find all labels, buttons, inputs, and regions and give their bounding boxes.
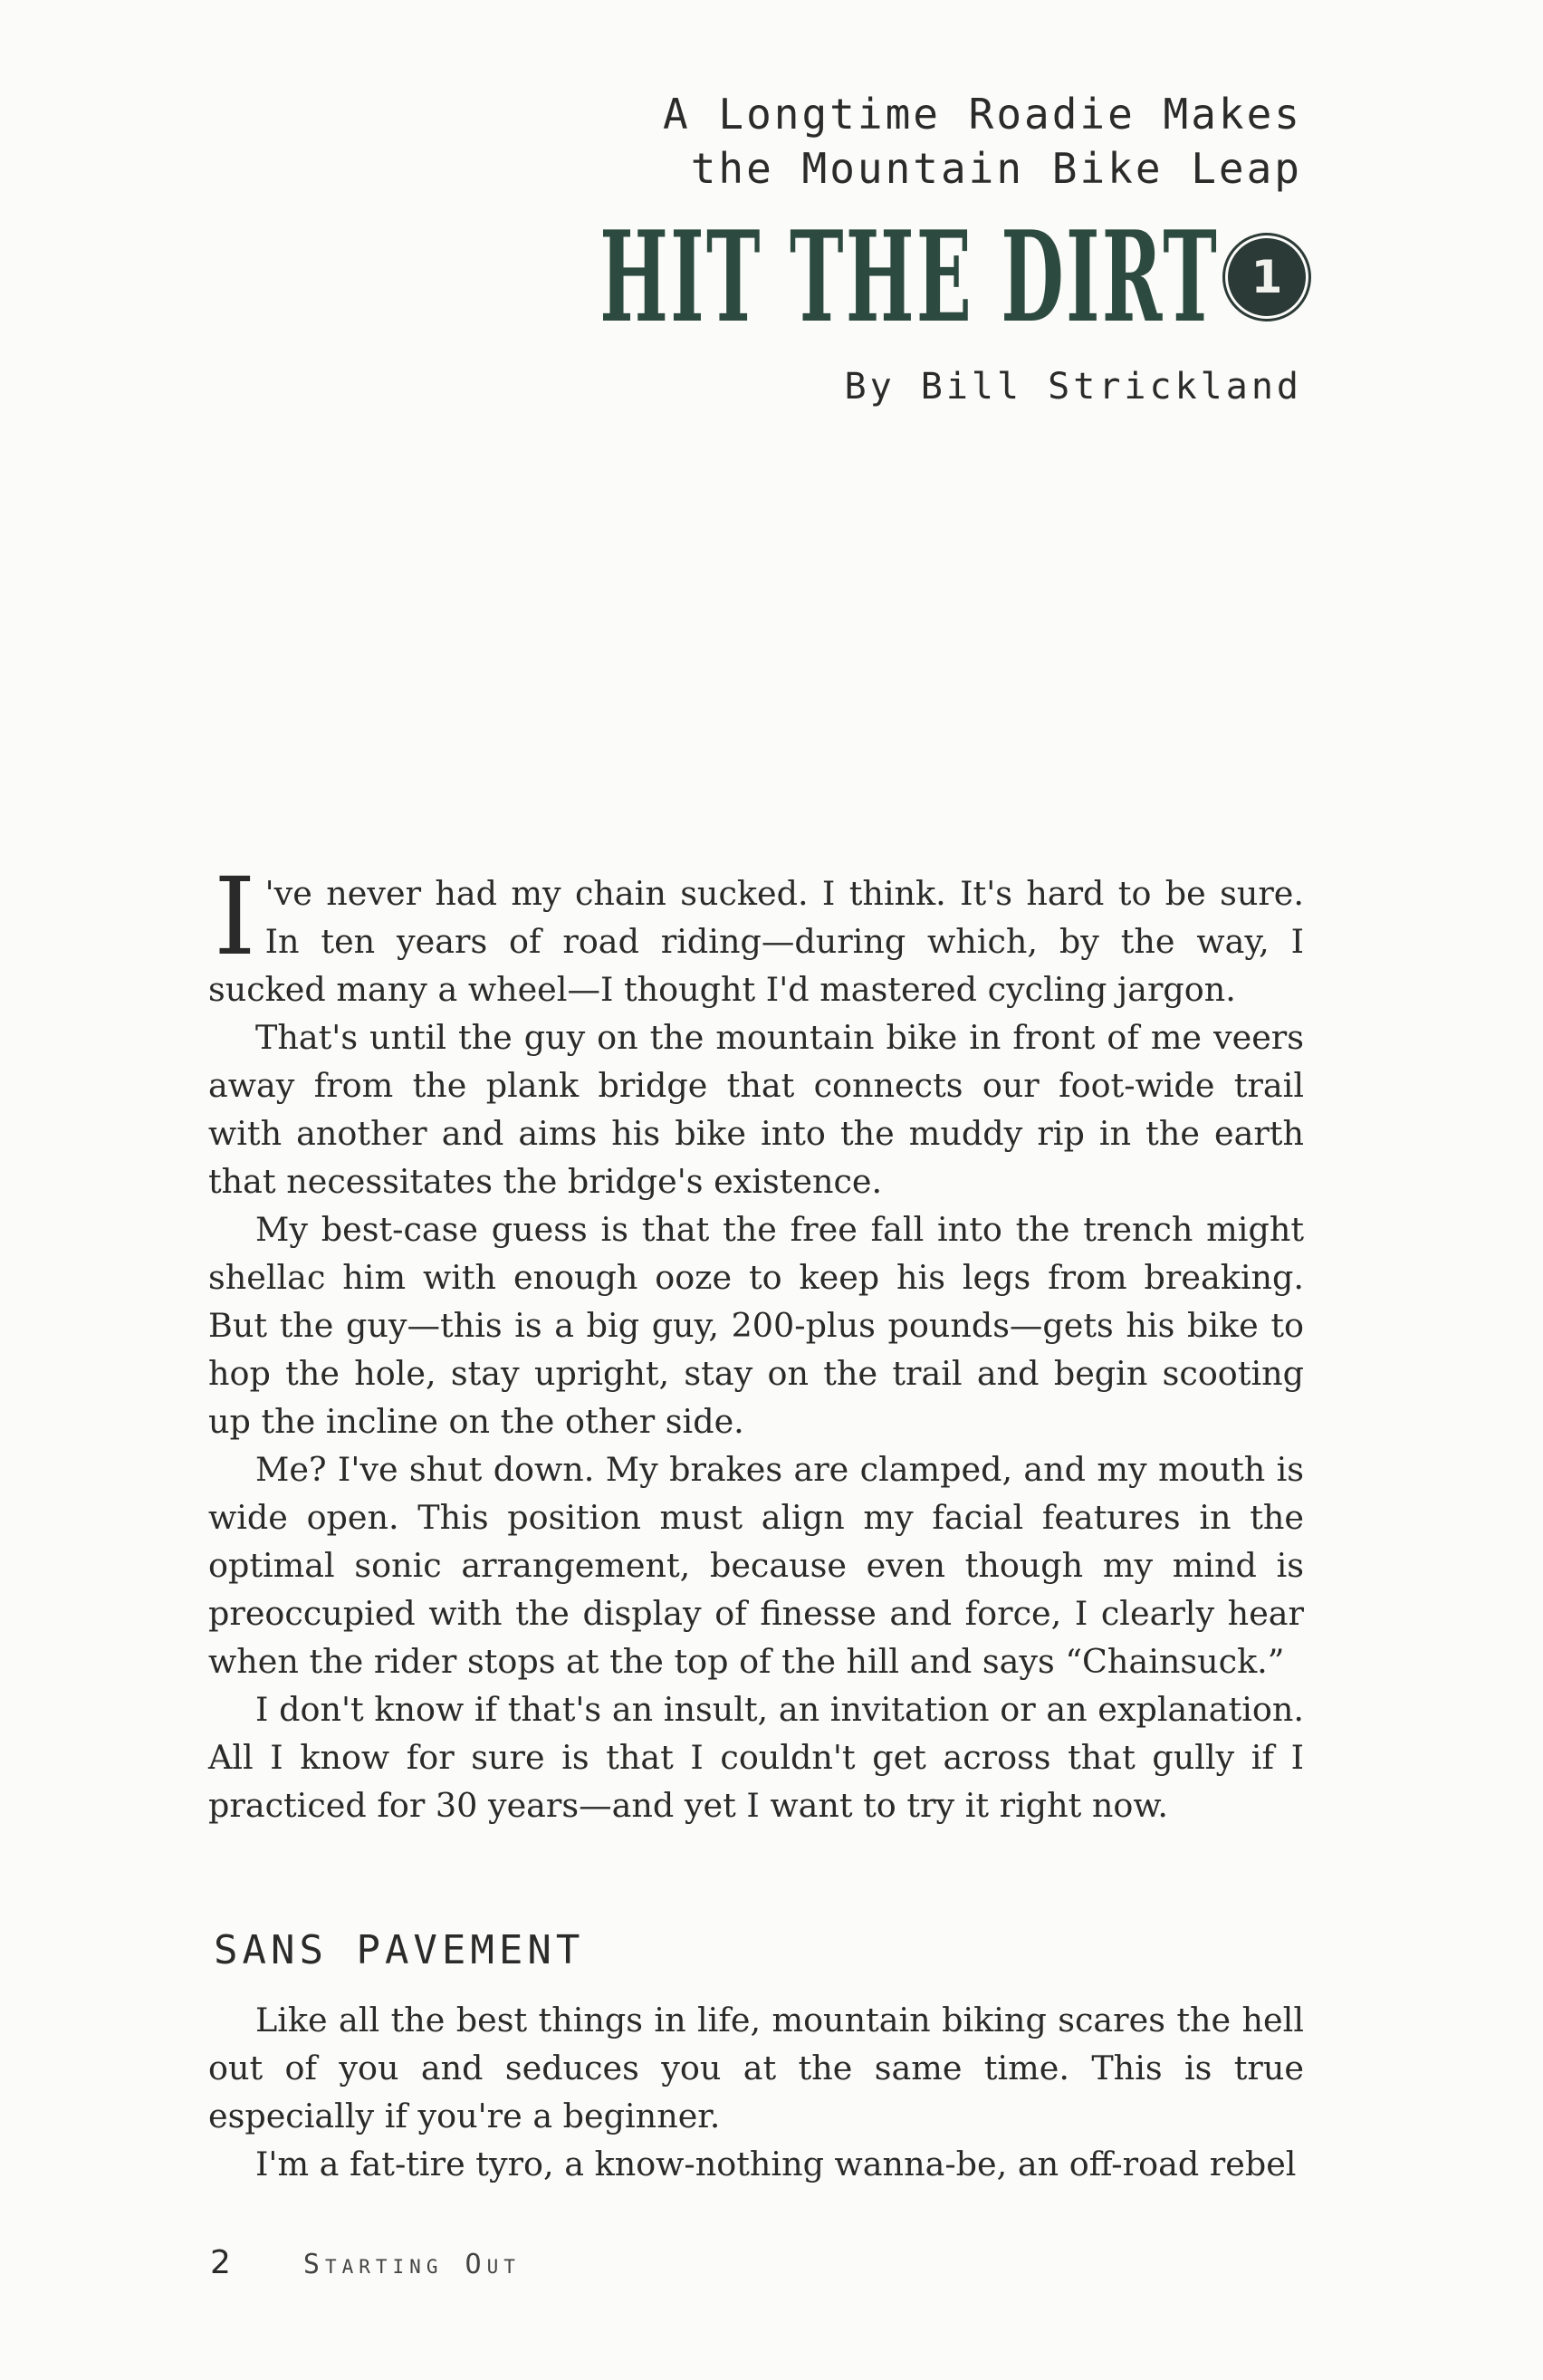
article-body — [208, 854, 1304, 1829]
paragraph-1-text: 've never had my chain sucked. I think. It's hard to be sure. In ten years of road riding—during which, by the way, I sucked many a wheel—I thought I'd mastered cycling jargon. — [208, 874, 1304, 1009]
chapter-subtitle — [663, 87, 1302, 196]
section-paragraph-1: Like all the best things in life, mountain biking scares the hell out of you and seduces you at the same time. This is true especially if you're a beginner. — [208, 2001, 1304, 2135]
author-byline: By Bill Strickland — [844, 366, 1302, 408]
running-head: Starting Out — [302, 2249, 521, 2280]
chapter-title: HIT THE DIRT — [599, 203, 1219, 350]
section-heading: SANS PAVEMENT — [214, 1927, 585, 1973]
section-paragraph-2: I'm a fat-tire tyro, a know-nothing wanna-be, an off-road rebel — [255, 2145, 1297, 2183]
chapter-number-badge: 1 — [1228, 238, 1306, 316]
subtitle-line-1: A Longtime Roadie Makes — [663, 90, 1302, 139]
paragraph-4: Me? I've shut down. My brakes are clamped, and my mouth is wide open. This position must align my facial features in the optimal sonic arrangement, because even though my mind is preoccupied with the display of finesse and force, I clearly hear when the rider stops at the top of the hill and says “Chainsuck.” — [208, 1450, 1304, 1681]
paragraph-2: That's until the guy on the mountain bike in front of me veers away from the plank bridge that connects our foot-wide trail with another and aims his bike into the muddy rip in the earth that necessitates the bridge's existence. — [208, 1018, 1304, 1201]
subtitle-line-2: the Mountain Bike Leap — [690, 144, 1302, 193]
paragraph-5: I don't know if that's an insult, an invitation or an explanation. All I know for sure is that I couldn't get across that gully if I practiced for 30 years—and yet I want to try it right now. — [208, 1690, 1304, 1825]
paragraph-3: My best-case guess is that the free fall into the trench might shellac him with enough ooze to keep his legs from breaking. But the guy—this is a big guy, 200-plus pounds—gets his bike to hop the hole, stay upright, stay on the trail and begin scooting up the incline on the other side. — [208, 1210, 1304, 1441]
paragraph-1 — [208, 854, 1304, 1013]
drop-cap: I — [214, 854, 256, 979]
page-number: 2 — [210, 2244, 231, 2281]
section-body — [208, 1996, 1304, 2188]
page-footer — [210, 2244, 521, 2281]
chapter-title-row — [151, 203, 1306, 350]
